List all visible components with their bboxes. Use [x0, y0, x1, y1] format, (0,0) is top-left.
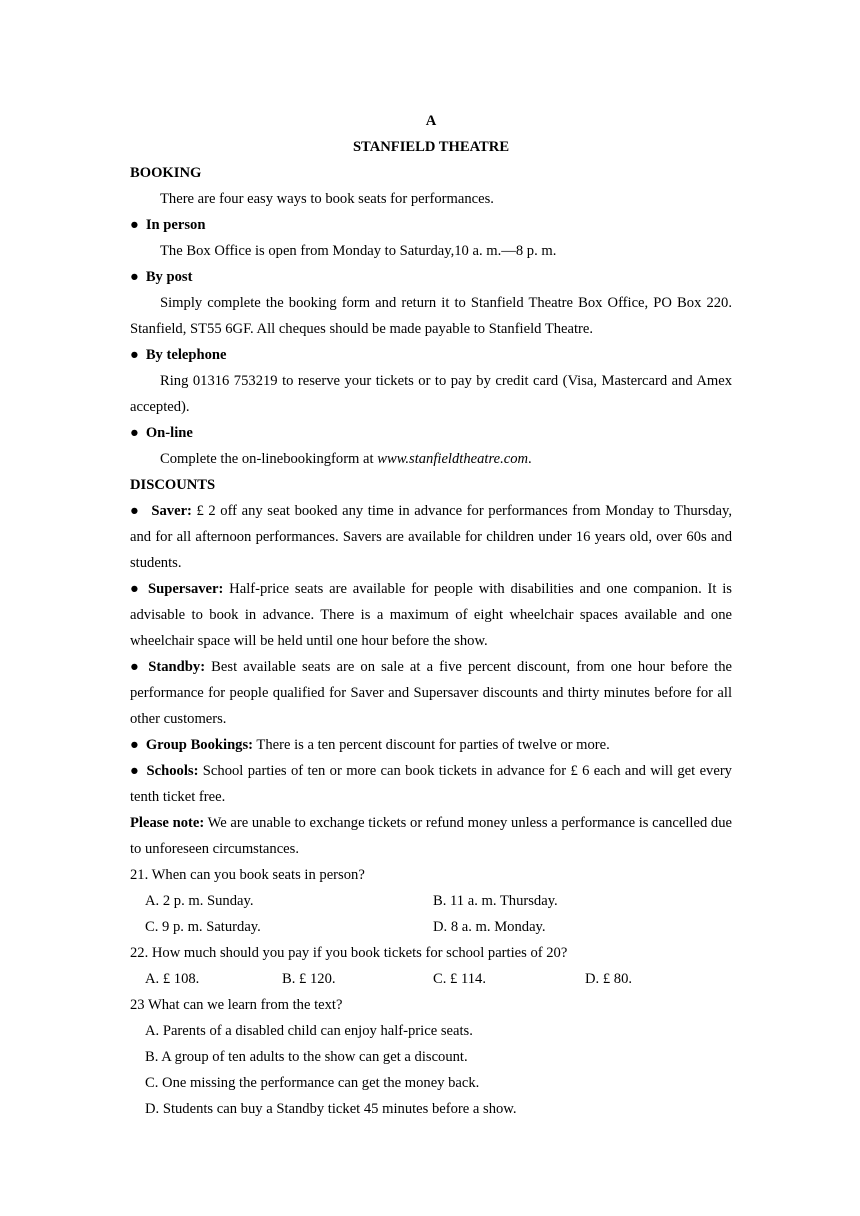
- method-label-online: ● On-line: [130, 425, 193, 441]
- question-21-stem: 21. When can you book seats in person?: [130, 867, 365, 883]
- question-23-option-b[interactable]: B. A group of ten adults to the show can get a discount.: [145, 1049, 468, 1065]
- question-21-options-row-1: [130, 888, 732, 914]
- question-22-option-b[interactable]: B. £ 120.: [282, 971, 336, 987]
- bullet-icon: ●: [130, 763, 140, 779]
- booking-intro: There are four easy ways to book seats for performances.: [160, 191, 494, 207]
- discount-standby: ● Standby: Best available seats are on sale at a five percent discount, from one hour before the performance for people qualified for Saver and Supersaver discounts and thirty minutes before for all other customers.: [130, 659, 732, 727]
- method-label-by-telephone: ● By telephone: [130, 347, 227, 363]
- bullet-icon: ●: [130, 737, 139, 753]
- discount-group-bookings: ● Group Bookings: There is a ten percent discount for parties of twelve or more.: [130, 737, 610, 753]
- question-22-option-d[interactable]: D. £ 80.: [585, 971, 633, 987]
- website-link[interactable]: www.stanfieldtheatre.com: [377, 451, 529, 467]
- bullet-icon: ●: [130, 269, 139, 285]
- question-21-option-d[interactable]: D. 8 a. m. Monday.: [433, 919, 546, 935]
- document-body: [130, 108, 732, 1122]
- bullet-icon: ●: [130, 217, 139, 233]
- discount-schools: ● Schools: School parties of ten or more can book tickets in advance for £ 6 each and will get every tenth ticket free.: [130, 763, 732, 805]
- question-22-option-c[interactable]: C. £ 114.: [433, 971, 486, 987]
- document-title: STANFIELD THEATRE: [352, 139, 510, 155]
- method-text-online: Complete the on-linebookingform at www.stanfieldtheatre.com.: [160, 451, 532, 467]
- question-21-option-c[interactable]: C. 9 p. m. Saturday.: [145, 919, 261, 935]
- discount-saver: ● Saver: £ 2 off any seat booked any time in advance for performances from Monday to Thursday, and for all afternoon performances. Savers are available for children under 16 years old, over 60s and students.: [130, 503, 732, 571]
- method-text-by-telephone: Ring 01316 753219 to reserve your tickets or to pay by credit card (Visa, Mastercard and Amex accepted).: [130, 373, 732, 415]
- question-21-option-a[interactable]: A. 2 p. m. Sunday.: [145, 893, 254, 909]
- section-letter: A: [425, 113, 437, 129]
- method-text-by-post: Simply complete the booking form and return it to Stanfield Theatre Box Office, PO Box 220. Stanfield, ST55 6GF. All cheques should be made payable to Stanfield Theatre.: [130, 295, 732, 337]
- bullet-icon: ●: [130, 581, 141, 597]
- question-21-options-row-2: [130, 914, 732, 940]
- question-23-option-d[interactable]: D. Students can buy a Standby ticket 45 minutes before a show.: [145, 1101, 517, 1117]
- bullet-icon: ●: [130, 425, 139, 441]
- bullet-icon: ●: [130, 503, 140, 519]
- question-22-stem: 22. How much should you pay if you book tickets for school parties of 20?: [130, 945, 568, 961]
- question-23-option-a[interactable]: A. Parents of a disabled child can enjoy half-price seats.: [145, 1023, 473, 1039]
- please-note: Please note: We are unable to exchange tickets or refund money unless a performance is cancelled due to unforeseen circumstances.: [130, 815, 732, 857]
- method-label-in-person: ● In person: [130, 217, 206, 233]
- method-text-in-person: The Box Office is open from Monday to Saturday,10 a. m.—8 p. m.: [160, 243, 557, 259]
- discount-supersaver: ● Supersaver: Half-price seats are available for people with disabilities and one companion. It is advisable to book in advance. There is a maximum of eight wheelchair spaces available and one wheelchair space will be held until one hour before the show.: [130, 581, 732, 649]
- question-23-option-c[interactable]: C. One missing the performance can get the money back.: [145, 1075, 480, 1091]
- bullet-icon: ●: [130, 659, 142, 675]
- bullet-icon: ●: [130, 347, 139, 363]
- discounts-heading: DISCOUNTS: [130, 477, 216, 493]
- booking-heading: BOOKING: [130, 165, 202, 181]
- question-22-options-row: [130, 966, 732, 992]
- question-23-stem: 23 What can we learn from the text?: [130, 997, 343, 1013]
- question-22-option-a[interactable]: A. £ 108.: [145, 971, 200, 987]
- method-label-by-post: ● By post: [130, 269, 193, 285]
- question-21-option-b[interactable]: B. 11 a. m. Thursday.: [433, 893, 558, 909]
